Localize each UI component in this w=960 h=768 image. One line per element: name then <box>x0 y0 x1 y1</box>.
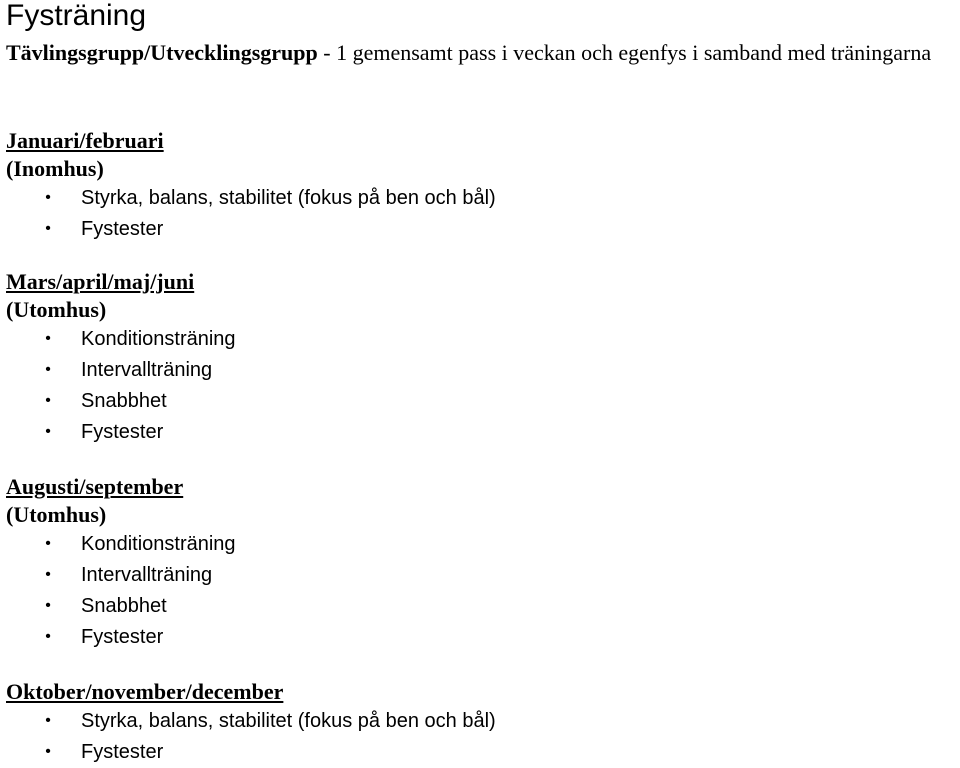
list-item-label: Konditionsträning <box>81 533 236 555</box>
bullet-icon: • <box>45 392 51 409</box>
list-item <box>6 591 906 622</box>
bullet-icon: • <box>45 220 51 237</box>
list-item <box>6 622 906 653</box>
exercise-list <box>6 183 906 245</box>
page-title: Fysträning <box>6 0 147 32</box>
list-item-label: Styrka, balans, stabilitet (fokus på ben och bål) <box>81 187 496 209</box>
exercise-list <box>6 324 906 448</box>
section-heading: Oktober/november/december <box>6 679 284 704</box>
list-item <box>6 529 906 560</box>
bullet-icon: • <box>45 628 51 645</box>
list-item <box>6 183 906 214</box>
section-januari-februari <box>6 127 906 245</box>
bullet-icon: • <box>45 535 51 552</box>
list-item <box>6 417 906 448</box>
list-item <box>6 355 906 386</box>
list-item <box>6 560 906 591</box>
bullet-icon: • <box>45 743 51 760</box>
list-item-label: Snabbhet <box>81 595 167 617</box>
group-label: Tävlingsgrupp/Utvecklingsgrupp <box>6 40 318 65</box>
bullet-icon: • <box>45 189 51 206</box>
intro-description: - 1 gemensamt pass i veckan och egenfys i samband med träningarna <box>317 40 932 65</box>
section-location: (Utomhus) <box>6 297 107 322</box>
list-item-label: Konditionsträning <box>81 328 236 350</box>
bullet-icon: • <box>45 712 51 729</box>
section-oktober-november-december <box>6 678 906 768</box>
section-heading: Augusti/september <box>6 474 184 499</box>
section-augusti-september <box>6 473 906 653</box>
bullet-icon: • <box>45 423 51 440</box>
section-location: (Inomhus) <box>6 156 104 181</box>
list-item <box>6 737 906 768</box>
exercise-list <box>6 529 906 653</box>
bullet-icon: • <box>45 597 51 614</box>
bullet-icon: • <box>45 566 51 583</box>
list-item <box>6 706 906 737</box>
list-item-label: Fystester <box>81 626 164 648</box>
list-item-label: Intervallträning <box>81 359 213 381</box>
section-location: (Utomhus) <box>6 502 107 527</box>
exercise-list <box>6 706 906 768</box>
intro-paragraph <box>6 38 960 67</box>
list-item-label: Intervallträning <box>81 564 213 586</box>
list-item-label: Fystester <box>81 421 164 443</box>
section-mars-april-maj-juni <box>6 268 906 448</box>
bullet-icon: • <box>45 330 51 347</box>
list-item-label: Fystester <box>81 741 164 763</box>
section-heading: Januari/februari <box>6 128 164 153</box>
list-item-label: Snabbhet <box>81 390 167 412</box>
list-item <box>6 386 906 417</box>
list-item <box>6 214 906 245</box>
section-heading: Mars/april/maj/juni <box>6 269 195 294</box>
list-item-label: Styrka, balans, stabilitet (fokus på ben och bål) <box>81 710 496 732</box>
bullet-icon: • <box>45 361 51 378</box>
list-item-label: Fystester <box>81 218 164 240</box>
list-item <box>6 324 906 355</box>
